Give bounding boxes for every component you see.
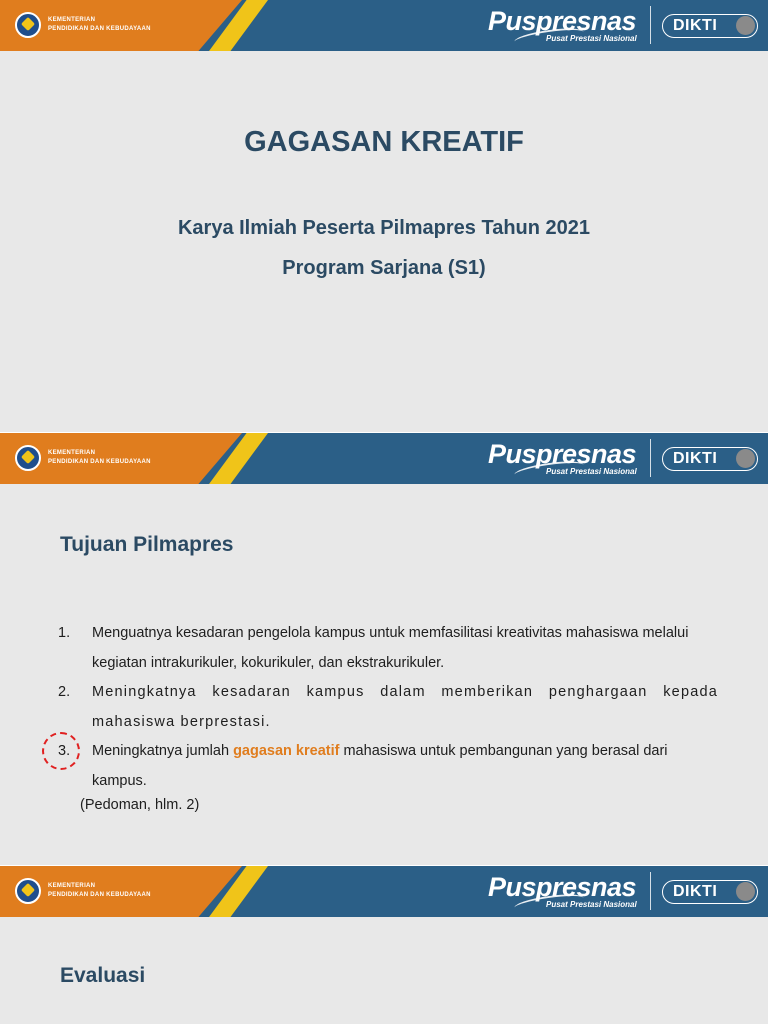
dikti-label: DIKTI [673, 450, 718, 467]
ministry-name: KEMENTERIAN PENDIDIKAN DAN KEBUDAYAAN [48, 17, 151, 32]
section-heading: Tujuan Pilmapres [60, 533, 234, 556]
section-heading: Evaluasi [60, 964, 146, 987]
item-text: Meningkatnya kesadaran kampus dalam memberikan penghargaan kepada mahasiswa berprestasi. [92, 684, 718, 730]
list-item [58, 737, 718, 796]
dikti-badge [662, 880, 758, 904]
ministry-name: KEMENTERIAN PENDIDIKAN DAN KEBUDAYAAN [48, 883, 151, 898]
ministry-emblem-icon [15, 445, 41, 471]
ministry-name: KEMENTERIAN PENDIDIKAN DAN KEBUDAYAAN [48, 450, 151, 465]
banner-divider [650, 6, 651, 44]
puspresnas-tagline: Pusat Prestasi Nasional [546, 34, 637, 43]
puspresnas-tagline: Pusat Prestasi Nasional [546, 467, 637, 476]
puspresnas-logo: Puspresnas [488, 439, 637, 469]
highlighted-term: gagasan kreatif [233, 743, 340, 759]
banner-divider [650, 872, 651, 910]
reference-note: (Pedoman, hlm. 2) [80, 797, 200, 813]
toggle-knob-icon [736, 16, 755, 35]
item-text-before: Meningkatnya jumlah [92, 743, 234, 759]
objectives-list [58, 619, 718, 796]
list-item [58, 619, 718, 678]
slide-1 [0, 0, 768, 432]
header-banner [0, 0, 768, 51]
item-number: 2. [58, 684, 71, 700]
slide-subtitle-2: Program Sarjana (S1) [282, 257, 486, 279]
dikti-label: DIKTI [673, 17, 718, 34]
dikti-badge [662, 14, 758, 38]
list-item [58, 678, 718, 737]
item-text-after: mahasiswa untuk pembangunan yang berasal dari kampus. [92, 743, 668, 789]
ministry-emblem-icon [15, 12, 41, 38]
toggle-knob-icon [736, 882, 755, 901]
banner-divider [650, 439, 651, 477]
header-banner [0, 866, 768, 917]
header-banner [0, 433, 768, 484]
slide-subtitle-1: Karya Ilmiah Peserta Pilmapres Tahun 2021 [177, 217, 591, 239]
puspresnas-tagline: Pusat Prestasi Nasional [546, 900, 637, 909]
item-text: Menguatnya kesadaran pengelola kampus untuk memfasilitasi kreativitas mahasiswa melalui kegiatan intrakurikuler, kokurikuler, dan ekstrakurikuler. [92, 625, 689, 671]
item-number: 3. [58, 743, 71, 759]
toggle-knob-icon [736, 449, 755, 468]
item-number: 1. [58, 625, 71, 641]
puspresnas-logo: Puspresnas [488, 872, 637, 902]
slide-3 [0, 866, 768, 1024]
dikti-label: DIKTI [673, 883, 718, 900]
slide-title: GAGASAN KREATIF [244, 126, 524, 158]
ministry-emblem-icon [15, 878, 41, 904]
slide-2 [0, 433, 768, 865]
puspresnas-logo: Puspresnas [488, 6, 637, 36]
dikti-badge [662, 447, 758, 471]
